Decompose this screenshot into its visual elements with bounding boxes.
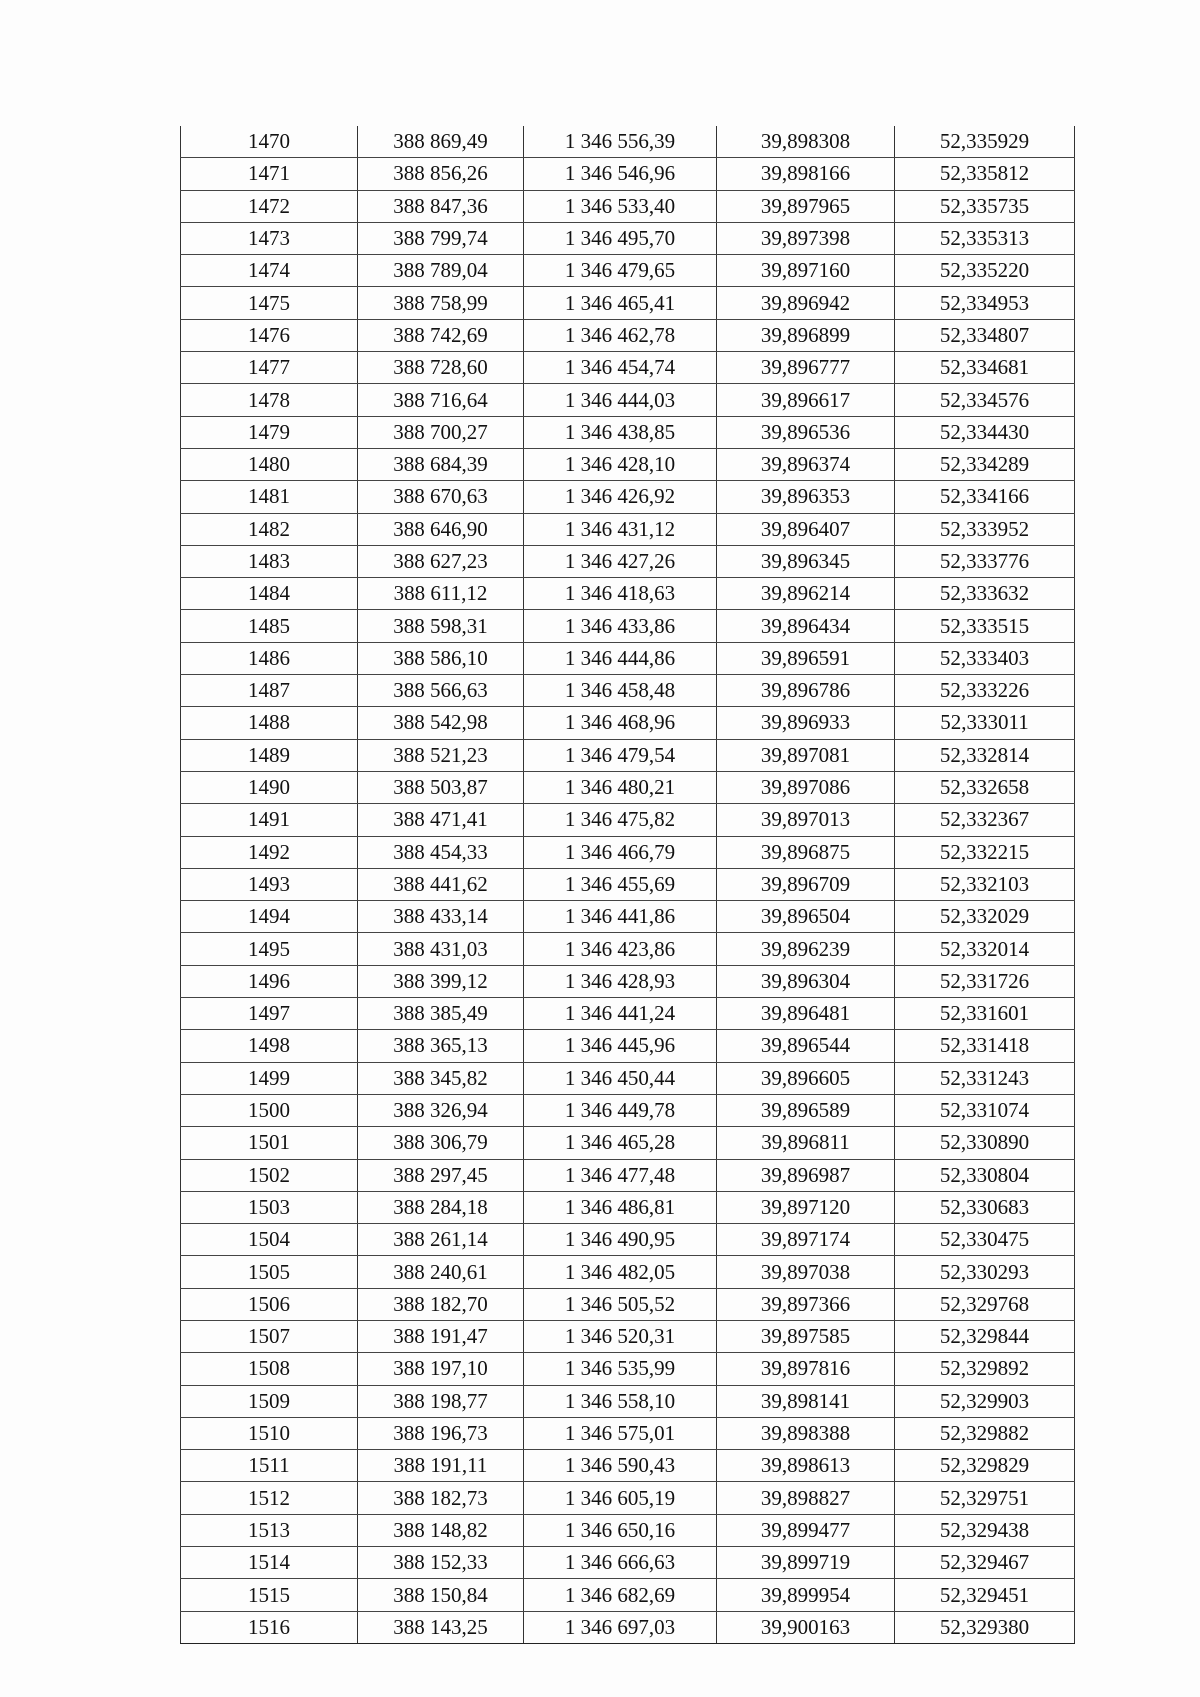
x-coordinate-cell: 388 521,23 xyxy=(358,739,524,771)
latitude-cell: 52,331418 xyxy=(895,1030,1075,1062)
y-coordinate-cell: 1 346 590,43 xyxy=(524,1450,717,1482)
table-row xyxy=(181,1547,1075,1579)
x-coordinate-cell: 388 191,47 xyxy=(358,1320,524,1352)
coordinates-table xyxy=(180,126,1075,1644)
table-row xyxy=(181,1224,1075,1256)
longitude-cell: 39,897038 xyxy=(717,1256,895,1288)
latitude-cell: 52,329903 xyxy=(895,1385,1075,1417)
x-coordinate-cell: 388 152,33 xyxy=(358,1547,524,1579)
x-coordinate-cell: 388 598,31 xyxy=(358,610,524,642)
latitude-cell: 52,329451 xyxy=(895,1579,1075,1611)
table-row xyxy=(181,513,1075,545)
table-row xyxy=(181,642,1075,674)
latitude-cell: 52,333011 xyxy=(895,707,1075,739)
y-coordinate-cell: 1 346 468,96 xyxy=(524,707,717,739)
latitude-cell: 52,330683 xyxy=(895,1191,1075,1223)
x-coordinate-cell: 388 326,94 xyxy=(358,1094,524,1126)
y-coordinate-cell: 1 346 479,65 xyxy=(524,255,717,287)
table-row xyxy=(181,578,1075,610)
coordinates-table-body xyxy=(181,126,1075,1643)
table-row xyxy=(181,868,1075,900)
x-coordinate-cell: 388 441,62 xyxy=(358,868,524,900)
longitude-cell: 39,896591 xyxy=(717,642,895,674)
point-number-cell: 1493 xyxy=(181,868,358,900)
y-coordinate-cell: 1 346 495,70 xyxy=(524,222,717,254)
longitude-cell: 39,896345 xyxy=(717,545,895,577)
latitude-cell: 52,334576 xyxy=(895,384,1075,416)
x-coordinate-cell: 388 847,36 xyxy=(358,190,524,222)
point-number-cell: 1495 xyxy=(181,933,358,965)
table-row xyxy=(181,1127,1075,1159)
point-number-cell: 1503 xyxy=(181,1191,358,1223)
table-row xyxy=(181,998,1075,1030)
longitude-cell: 39,896304 xyxy=(717,965,895,997)
latitude-cell: 52,331243 xyxy=(895,1062,1075,1094)
table-row xyxy=(181,287,1075,319)
latitude-cell: 52,333776 xyxy=(895,545,1075,577)
x-coordinate-cell: 388 191,11 xyxy=(358,1450,524,1482)
y-coordinate-cell: 1 346 482,05 xyxy=(524,1256,717,1288)
longitude-cell: 39,897160 xyxy=(717,255,895,287)
longitude-cell: 39,898166 xyxy=(717,158,895,190)
point-number-cell: 1491 xyxy=(181,804,358,836)
longitude-cell: 39,896709 xyxy=(717,868,895,900)
table-row xyxy=(181,255,1075,287)
table-row xyxy=(181,1385,1075,1417)
y-coordinate-cell: 1 346 605,19 xyxy=(524,1482,717,1514)
latitude-cell: 52,333226 xyxy=(895,675,1075,707)
x-coordinate-cell: 388 345,82 xyxy=(358,1062,524,1094)
latitude-cell: 52,330293 xyxy=(895,1256,1075,1288)
latitude-cell: 52,332103 xyxy=(895,868,1075,900)
x-coordinate-cell: 388 365,13 xyxy=(358,1030,524,1062)
point-number-cell: 1506 xyxy=(181,1288,358,1320)
point-number-cell: 1502 xyxy=(181,1159,358,1191)
x-coordinate-cell: 388 196,73 xyxy=(358,1417,524,1449)
x-coordinate-cell: 388 454,33 xyxy=(358,836,524,868)
point-number-cell: 1510 xyxy=(181,1417,358,1449)
point-number-cell: 1516 xyxy=(181,1611,358,1643)
x-coordinate-cell: 388 198,77 xyxy=(358,1385,524,1417)
latitude-cell: 52,334430 xyxy=(895,416,1075,448)
longitude-cell: 39,896617 xyxy=(717,384,895,416)
table-row xyxy=(181,1030,1075,1062)
table-row xyxy=(181,1579,1075,1611)
table-row xyxy=(181,1159,1075,1191)
y-coordinate-cell: 1 346 444,03 xyxy=(524,384,717,416)
y-coordinate-cell: 1 346 441,24 xyxy=(524,998,717,1030)
table-row xyxy=(181,1094,1075,1126)
x-coordinate-cell: 388 150,84 xyxy=(358,1579,524,1611)
y-coordinate-cell: 1 346 650,16 xyxy=(524,1514,717,1546)
x-coordinate-cell: 388 670,63 xyxy=(358,481,524,513)
y-coordinate-cell: 1 346 466,79 xyxy=(524,836,717,868)
latitude-cell: 52,329768 xyxy=(895,1288,1075,1320)
longitude-cell: 39,896875 xyxy=(717,836,895,868)
y-coordinate-cell: 1 346 546,96 xyxy=(524,158,717,190)
table-row xyxy=(181,1320,1075,1352)
y-coordinate-cell: 1 346 454,74 xyxy=(524,352,717,384)
x-coordinate-cell: 388 542,98 xyxy=(358,707,524,739)
y-coordinate-cell: 1 346 465,41 xyxy=(524,287,717,319)
longitude-cell: 39,896942 xyxy=(717,287,895,319)
x-coordinate-cell: 388 182,73 xyxy=(358,1482,524,1514)
latitude-cell: 52,330890 xyxy=(895,1127,1075,1159)
latitude-cell: 52,335735 xyxy=(895,190,1075,222)
y-coordinate-cell: 1 346 477,48 xyxy=(524,1159,717,1191)
longitude-cell: 39,896786 xyxy=(717,675,895,707)
y-coordinate-cell: 1 346 428,10 xyxy=(524,448,717,480)
longitude-cell: 39,898827 xyxy=(717,1482,895,1514)
y-coordinate-cell: 1 346 697,03 xyxy=(524,1611,717,1643)
latitude-cell: 52,329438 xyxy=(895,1514,1075,1546)
y-coordinate-cell: 1 346 455,69 xyxy=(524,868,717,900)
longitude-cell: 39,896374 xyxy=(717,448,895,480)
point-number-cell: 1474 xyxy=(181,255,358,287)
point-number-cell: 1511 xyxy=(181,1450,358,1482)
x-coordinate-cell: 388 306,79 xyxy=(358,1127,524,1159)
latitude-cell: 52,329467 xyxy=(895,1547,1075,1579)
latitude-cell: 52,334681 xyxy=(895,352,1075,384)
latitude-cell: 52,335220 xyxy=(895,255,1075,287)
latitude-cell: 52,329380 xyxy=(895,1611,1075,1643)
longitude-cell: 39,899719 xyxy=(717,1547,895,1579)
table-row xyxy=(181,319,1075,351)
point-number-cell: 1499 xyxy=(181,1062,358,1094)
longitude-cell: 39,896933 xyxy=(717,707,895,739)
longitude-cell: 39,896481 xyxy=(717,998,895,1030)
y-coordinate-cell: 1 346 535,99 xyxy=(524,1353,717,1385)
latitude-cell: 52,334953 xyxy=(895,287,1075,319)
latitude-cell: 52,332367 xyxy=(895,804,1075,836)
x-coordinate-cell: 388 297,45 xyxy=(358,1159,524,1191)
y-coordinate-cell: 1 346 431,12 xyxy=(524,513,717,545)
x-coordinate-cell: 388 646,90 xyxy=(358,513,524,545)
x-coordinate-cell: 388 611,12 xyxy=(358,578,524,610)
point-number-cell: 1498 xyxy=(181,1030,358,1062)
table-row xyxy=(181,771,1075,803)
x-coordinate-cell: 388 684,39 xyxy=(358,448,524,480)
x-coordinate-cell: 388 586,10 xyxy=(358,642,524,674)
x-coordinate-cell: 388 856,26 xyxy=(358,158,524,190)
point-number-cell: 1473 xyxy=(181,222,358,254)
latitude-cell: 52,334166 xyxy=(895,481,1075,513)
longitude-cell: 39,896504 xyxy=(717,901,895,933)
x-coordinate-cell: 388 503,87 xyxy=(358,771,524,803)
y-coordinate-cell: 1 346 426,92 xyxy=(524,481,717,513)
latitude-cell: 52,332029 xyxy=(895,901,1075,933)
x-coordinate-cell: 388 431,03 xyxy=(358,933,524,965)
y-coordinate-cell: 1 346 520,31 xyxy=(524,1320,717,1352)
point-number-cell: 1504 xyxy=(181,1224,358,1256)
table-row xyxy=(181,448,1075,480)
y-coordinate-cell: 1 346 458,48 xyxy=(524,675,717,707)
point-number-cell: 1513 xyxy=(181,1514,358,1546)
latitude-cell: 52,333403 xyxy=(895,642,1075,674)
longitude-cell: 39,896353 xyxy=(717,481,895,513)
longitude-cell: 39,896777 xyxy=(717,352,895,384)
longitude-cell: 39,896987 xyxy=(717,1159,895,1191)
x-coordinate-cell: 388 728,60 xyxy=(358,352,524,384)
table-row xyxy=(181,739,1075,771)
y-coordinate-cell: 1 346 428,93 xyxy=(524,965,717,997)
y-coordinate-cell: 1 346 438,85 xyxy=(524,416,717,448)
longitude-cell: 39,896536 xyxy=(717,416,895,448)
point-number-cell: 1486 xyxy=(181,642,358,674)
longitude-cell: 39,899477 xyxy=(717,1514,895,1546)
x-coordinate-cell: 388 700,27 xyxy=(358,416,524,448)
longitude-cell: 39,898388 xyxy=(717,1417,895,1449)
latitude-cell: 52,331074 xyxy=(895,1094,1075,1126)
point-number-cell: 1482 xyxy=(181,513,358,545)
table-row xyxy=(181,158,1075,190)
point-number-cell: 1490 xyxy=(181,771,358,803)
point-number-cell: 1480 xyxy=(181,448,358,480)
point-number-cell: 1470 xyxy=(181,126,358,158)
y-coordinate-cell: 1 346 682,69 xyxy=(524,1579,717,1611)
y-coordinate-cell: 1 346 479,54 xyxy=(524,739,717,771)
y-coordinate-cell: 1 346 575,01 xyxy=(524,1417,717,1449)
longitude-cell: 39,898308 xyxy=(717,126,895,158)
latitude-cell: 52,335812 xyxy=(895,158,1075,190)
table-row xyxy=(181,1191,1075,1223)
point-number-cell: 1509 xyxy=(181,1385,358,1417)
y-coordinate-cell: 1 346 423,86 xyxy=(524,933,717,965)
x-coordinate-cell: 388 627,23 xyxy=(358,545,524,577)
longitude-cell: 39,896407 xyxy=(717,513,895,545)
y-coordinate-cell: 1 346 556,39 xyxy=(524,126,717,158)
latitude-cell: 52,332014 xyxy=(895,933,1075,965)
y-coordinate-cell: 1 346 462,78 xyxy=(524,319,717,351)
latitude-cell: 52,329829 xyxy=(895,1450,1075,1482)
x-coordinate-cell: 388 284,18 xyxy=(358,1191,524,1223)
x-coordinate-cell: 388 742,69 xyxy=(358,319,524,351)
table-row xyxy=(181,1353,1075,1385)
table-row xyxy=(181,190,1075,222)
point-number-cell: 1479 xyxy=(181,416,358,448)
latitude-cell: 52,335929 xyxy=(895,126,1075,158)
latitude-cell: 52,332215 xyxy=(895,836,1075,868)
x-coordinate-cell: 388 758,99 xyxy=(358,287,524,319)
longitude-cell: 39,896899 xyxy=(717,319,895,351)
x-coordinate-cell: 388 182,70 xyxy=(358,1288,524,1320)
point-number-cell: 1478 xyxy=(181,384,358,416)
latitude-cell: 52,334807 xyxy=(895,319,1075,351)
longitude-cell: 39,896811 xyxy=(717,1127,895,1159)
latitude-cell: 52,333515 xyxy=(895,610,1075,642)
point-number-cell: 1501 xyxy=(181,1127,358,1159)
table-row xyxy=(181,933,1075,965)
longitude-cell: 39,900163 xyxy=(717,1611,895,1643)
latitude-cell: 52,332658 xyxy=(895,771,1075,803)
x-coordinate-cell: 388 399,12 xyxy=(358,965,524,997)
point-number-cell: 1505 xyxy=(181,1256,358,1288)
table-row xyxy=(181,1450,1075,1482)
y-coordinate-cell: 1 346 533,40 xyxy=(524,190,717,222)
x-coordinate-cell: 388 143,25 xyxy=(358,1611,524,1643)
x-coordinate-cell: 388 385,49 xyxy=(358,998,524,1030)
point-number-cell: 1508 xyxy=(181,1353,358,1385)
latitude-cell: 52,329882 xyxy=(895,1417,1075,1449)
longitude-cell: 39,896544 xyxy=(717,1030,895,1062)
y-coordinate-cell: 1 346 449,78 xyxy=(524,1094,717,1126)
table-row xyxy=(181,1256,1075,1288)
point-number-cell: 1481 xyxy=(181,481,358,513)
latitude-cell: 52,330804 xyxy=(895,1159,1075,1191)
longitude-cell: 39,899954 xyxy=(717,1579,895,1611)
x-coordinate-cell: 388 471,41 xyxy=(358,804,524,836)
table-row xyxy=(181,416,1075,448)
point-number-cell: 1483 xyxy=(181,545,358,577)
point-number-cell: 1514 xyxy=(181,1547,358,1579)
longitude-cell: 39,897086 xyxy=(717,771,895,803)
y-coordinate-cell: 1 346 480,21 xyxy=(524,771,717,803)
y-coordinate-cell: 1 346 444,86 xyxy=(524,642,717,674)
latitude-cell: 52,329892 xyxy=(895,1353,1075,1385)
x-coordinate-cell: 388 433,14 xyxy=(358,901,524,933)
point-number-cell: 1489 xyxy=(181,739,358,771)
y-coordinate-cell: 1 346 490,95 xyxy=(524,1224,717,1256)
table-row xyxy=(181,610,1075,642)
point-number-cell: 1472 xyxy=(181,190,358,222)
latitude-cell: 52,332814 xyxy=(895,739,1075,771)
table-row xyxy=(181,707,1075,739)
table-row xyxy=(181,1514,1075,1546)
x-coordinate-cell: 388 240,61 xyxy=(358,1256,524,1288)
point-number-cell: 1494 xyxy=(181,901,358,933)
point-number-cell: 1496 xyxy=(181,965,358,997)
table-row xyxy=(181,1482,1075,1514)
x-coordinate-cell: 388 566,63 xyxy=(358,675,524,707)
y-coordinate-cell: 1 346 418,63 xyxy=(524,578,717,610)
point-number-cell: 1477 xyxy=(181,352,358,384)
point-number-cell: 1507 xyxy=(181,1320,358,1352)
point-number-cell: 1492 xyxy=(181,836,358,868)
longitude-cell: 39,896214 xyxy=(717,578,895,610)
table-row xyxy=(181,1062,1075,1094)
y-coordinate-cell: 1 346 445,96 xyxy=(524,1030,717,1062)
longitude-cell: 39,896605 xyxy=(717,1062,895,1094)
longitude-cell: 39,896589 xyxy=(717,1094,895,1126)
longitude-cell: 39,897398 xyxy=(717,222,895,254)
table-row xyxy=(181,965,1075,997)
x-coordinate-cell: 388 799,74 xyxy=(358,222,524,254)
latitude-cell: 52,329751 xyxy=(895,1482,1075,1514)
table-row xyxy=(181,1288,1075,1320)
point-number-cell: 1487 xyxy=(181,675,358,707)
latitude-cell: 52,333632 xyxy=(895,578,1075,610)
table-row xyxy=(181,126,1075,158)
point-number-cell: 1500 xyxy=(181,1094,358,1126)
x-coordinate-cell: 388 716,64 xyxy=(358,384,524,416)
point-number-cell: 1476 xyxy=(181,319,358,351)
longitude-cell: 39,897366 xyxy=(717,1288,895,1320)
latitude-cell: 52,334289 xyxy=(895,448,1075,480)
x-coordinate-cell: 388 197,10 xyxy=(358,1353,524,1385)
longitude-cell: 39,897013 xyxy=(717,804,895,836)
y-coordinate-cell: 1 346 558,10 xyxy=(524,1385,717,1417)
table-row xyxy=(181,901,1075,933)
table-row xyxy=(181,481,1075,513)
longitude-cell: 39,897816 xyxy=(717,1353,895,1385)
y-coordinate-cell: 1 346 505,52 xyxy=(524,1288,717,1320)
table-row xyxy=(181,836,1075,868)
x-coordinate-cell: 388 869,49 xyxy=(358,126,524,158)
point-number-cell: 1475 xyxy=(181,287,358,319)
latitude-cell: 52,333952 xyxy=(895,513,1075,545)
table-row xyxy=(181,384,1075,416)
table-row xyxy=(181,675,1075,707)
point-number-cell: 1484 xyxy=(181,578,358,610)
x-coordinate-cell: 388 261,14 xyxy=(358,1224,524,1256)
point-number-cell: 1515 xyxy=(181,1579,358,1611)
longitude-cell: 39,897174 xyxy=(717,1224,895,1256)
longitude-cell: 39,897081 xyxy=(717,739,895,771)
longitude-cell: 39,897585 xyxy=(717,1320,895,1352)
latitude-cell: 52,331601 xyxy=(895,998,1075,1030)
latitude-cell: 52,331726 xyxy=(895,965,1075,997)
longitude-cell: 39,898613 xyxy=(717,1450,895,1482)
longitude-cell: 39,896434 xyxy=(717,610,895,642)
table-row xyxy=(181,1611,1075,1643)
x-coordinate-cell: 388 148,82 xyxy=(358,1514,524,1546)
longitude-cell: 39,897120 xyxy=(717,1191,895,1223)
latitude-cell: 52,330475 xyxy=(895,1224,1075,1256)
longitude-cell: 39,898141 xyxy=(717,1385,895,1417)
latitude-cell: 52,335313 xyxy=(895,222,1075,254)
point-number-cell: 1488 xyxy=(181,707,358,739)
point-number-cell: 1497 xyxy=(181,998,358,1030)
table-row xyxy=(181,545,1075,577)
y-coordinate-cell: 1 346 666,63 xyxy=(524,1547,717,1579)
point-number-cell: 1471 xyxy=(181,158,358,190)
longitude-cell: 39,897965 xyxy=(717,190,895,222)
point-number-cell: 1485 xyxy=(181,610,358,642)
table-row xyxy=(181,352,1075,384)
table-row xyxy=(181,804,1075,836)
table-row xyxy=(181,1417,1075,1449)
y-coordinate-cell: 1 346 465,28 xyxy=(524,1127,717,1159)
y-coordinate-cell: 1 346 486,81 xyxy=(524,1191,717,1223)
y-coordinate-cell: 1 346 475,82 xyxy=(524,804,717,836)
table-row xyxy=(181,222,1075,254)
y-coordinate-cell: 1 346 450,44 xyxy=(524,1062,717,1094)
y-coordinate-cell: 1 346 441,86 xyxy=(524,901,717,933)
y-coordinate-cell: 1 346 427,26 xyxy=(524,545,717,577)
x-coordinate-cell: 388 789,04 xyxy=(358,255,524,287)
y-coordinate-cell: 1 346 433,86 xyxy=(524,610,717,642)
point-number-cell: 1512 xyxy=(181,1482,358,1514)
latitude-cell: 52,329844 xyxy=(895,1320,1075,1352)
longitude-cell: 39,896239 xyxy=(717,933,895,965)
